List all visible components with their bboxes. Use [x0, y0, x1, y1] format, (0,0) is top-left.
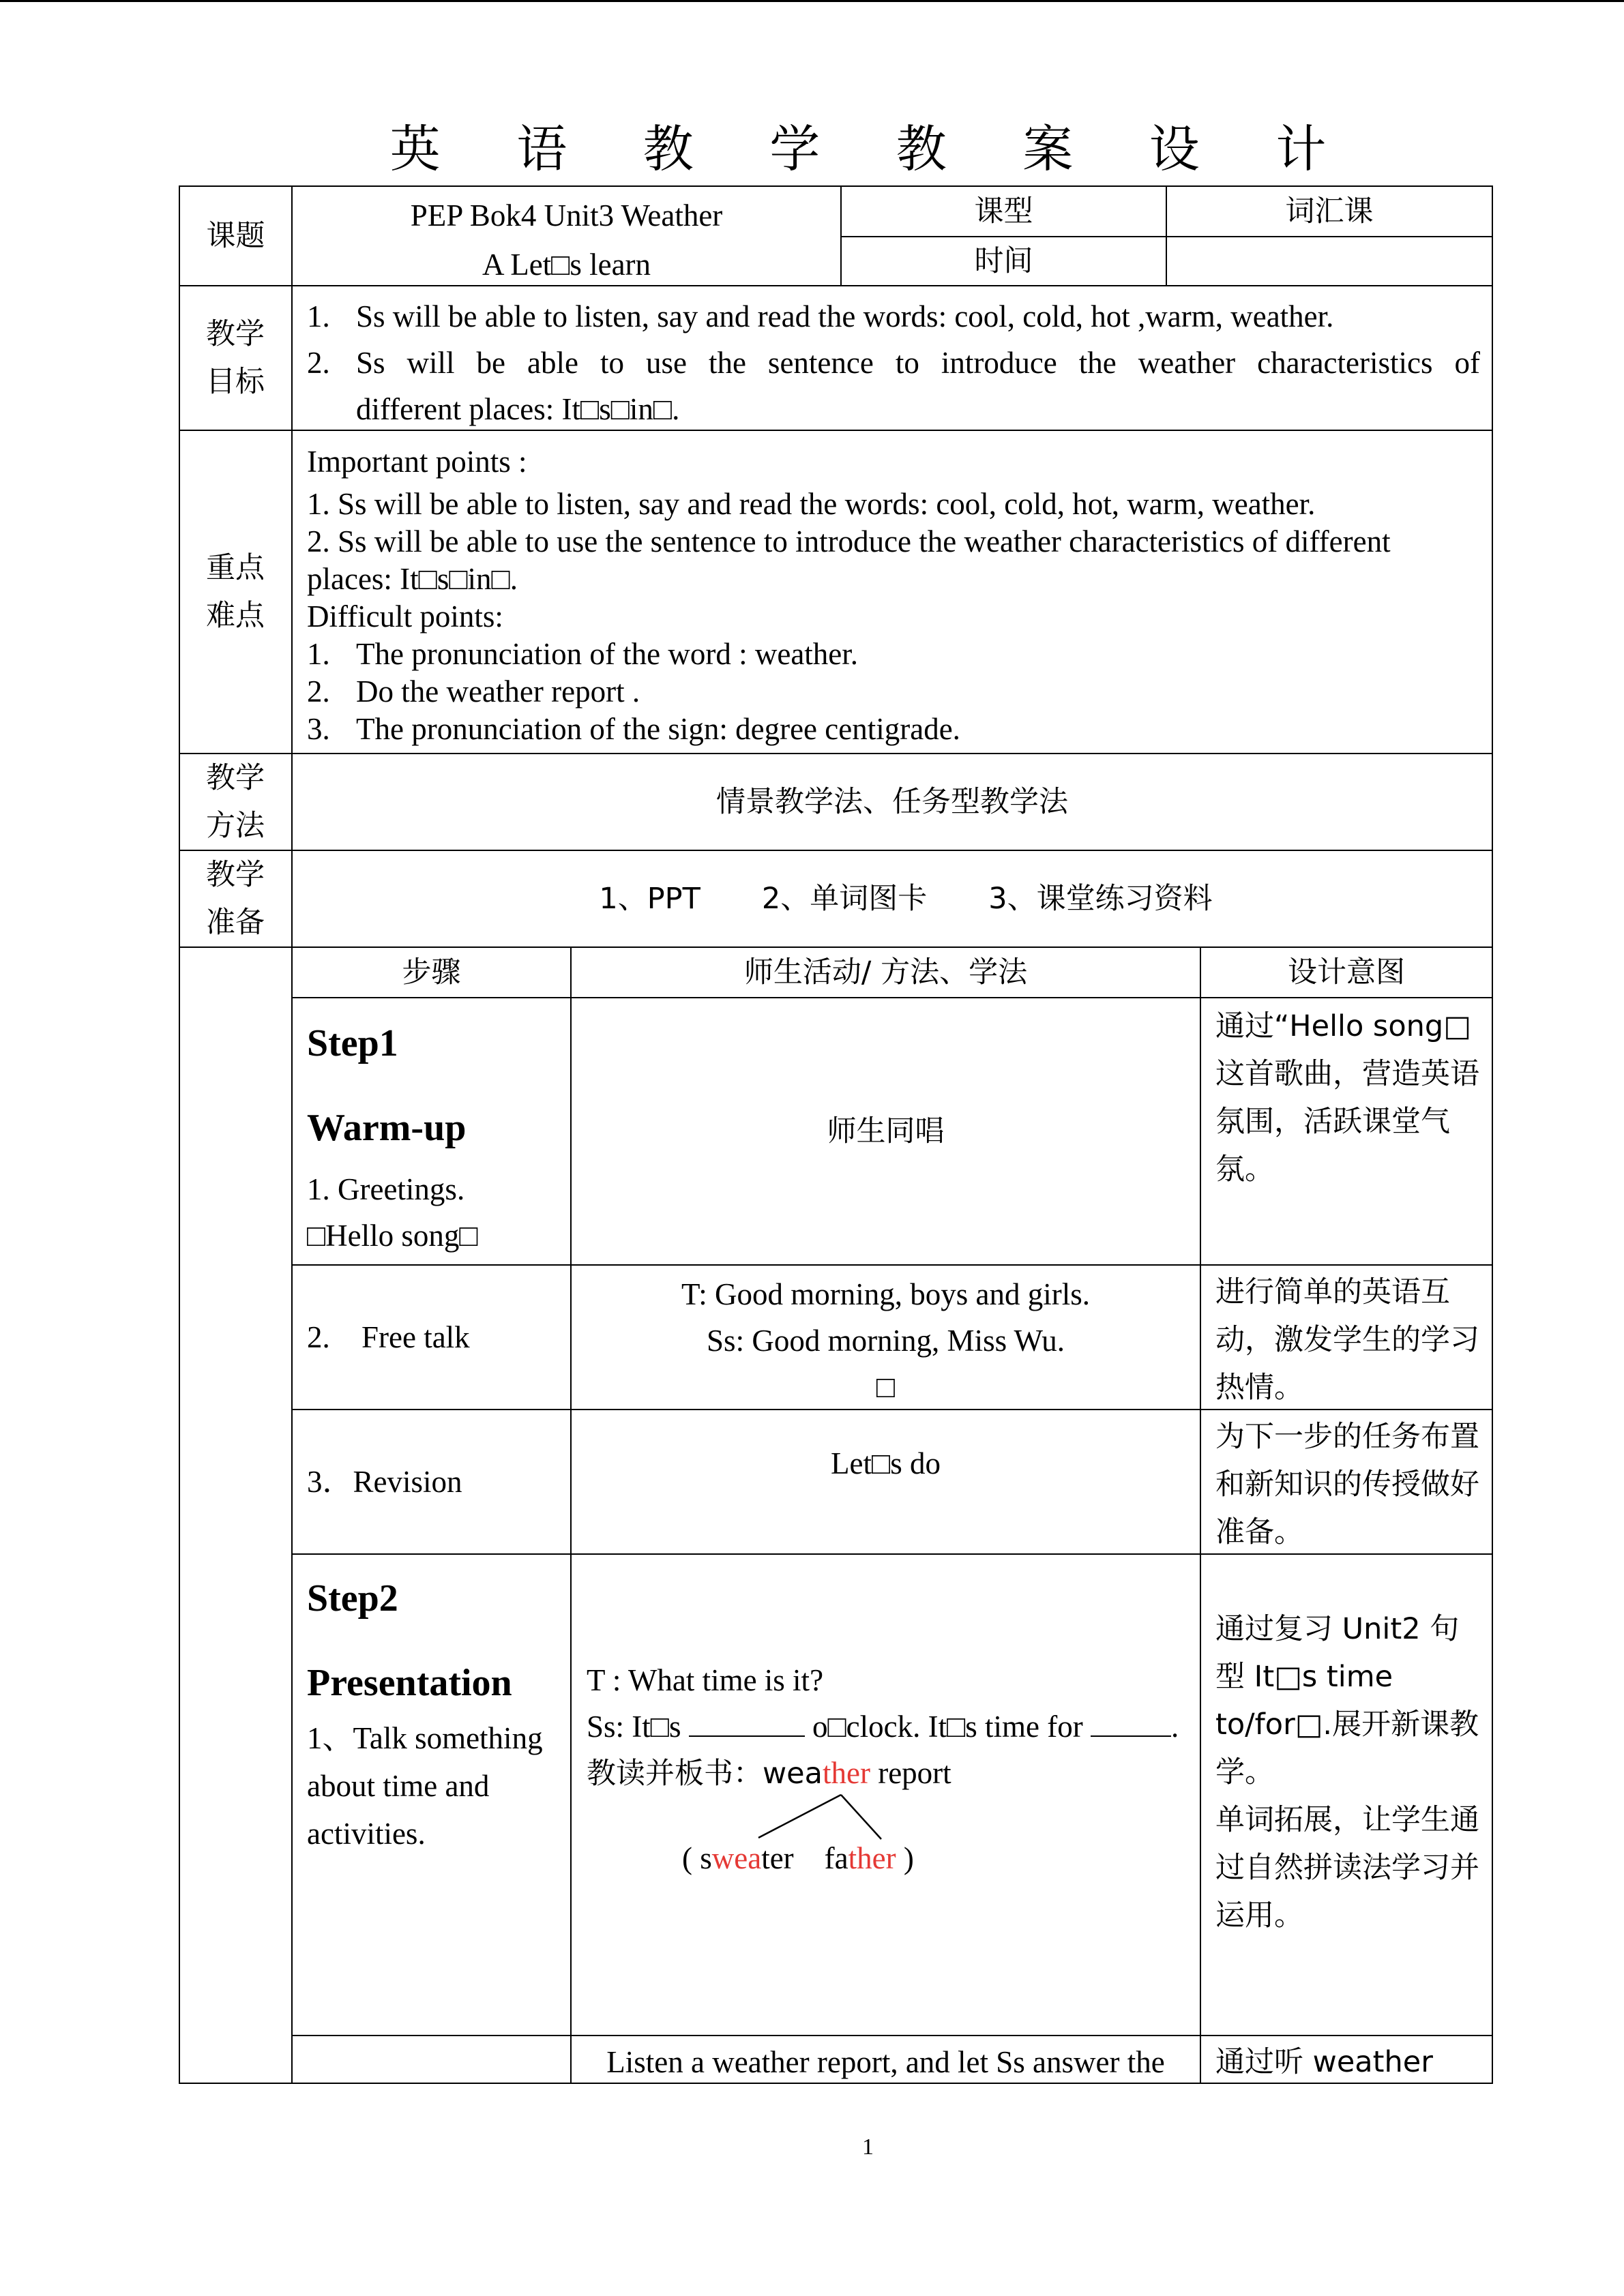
row4-intent-1: 通过复习 Unit2 句型 It□s time to/for□.展开新课教学。 — [1215, 1612, 1479, 1789]
keypoints-label: 重点难点 — [206, 551, 265, 633]
row4-answer-mid: o□clock. It□s time for — [812, 1710, 1083, 1744]
ex-red-2: ther — [848, 1841, 896, 1875]
important-line-2: 2. Ss will be able to use the sentence to introduce the weather characteristics of different — [307, 524, 1391, 558]
difficult-num-1: 1. — [307, 637, 330, 671]
objective-text-2a: Ss will be able to use the sentence to introduce the weather characteristics of — [356, 346, 1480, 380]
row5-step-cell — [291, 2035, 572, 2084]
objective-text-1: Ss will be able to listen, say and read the words: cool, cold, hot ,warm, weather. — [356, 299, 1334, 333]
row2-step-text: Free talk — [361, 1320, 470, 1354]
prep-item-3: 3、课堂练习资料 — [988, 882, 1213, 916]
row4-intent-2: 单词拓展，让学生通过自然拼读法学习并运用。 — [1215, 1803, 1479, 1933]
objective-num-1: 1. — [307, 299, 330, 333]
difficult-num-2: 2. — [307, 674, 330, 709]
header-intent: 设计意图 — [1288, 955, 1405, 989]
row5-activity: Listen a weather report, and let Ss answer the — [606, 2045, 1165, 2079]
important-line-3: places: It□s□in□. — [307, 562, 518, 596]
time-label: 时间 — [974, 244, 1033, 278]
difficult-title: Difficult points: — [307, 599, 503, 633]
row2-line-2: Ss: Good morning, Miss Wu. — [707, 1324, 1065, 1358]
page-number: 1 — [862, 2134, 874, 2160]
method-label: 教学方法 — [206, 761, 265, 843]
difficult-text-1: The pronunciation of the word : weather. — [356, 637, 859, 671]
step1-item-2: □Hello song□ — [307, 1219, 478, 1253]
row2-line-1: T: Good morning, boys and girls. — [681, 1277, 1090, 1311]
prep-label: 教学准备 — [206, 858, 265, 940]
step1-item-1: 1. Greetings. — [307, 1172, 465, 1206]
row4-question: T : What time is it? — [587, 1663, 824, 1697]
row4-answer-end: . — [1171, 1710, 1179, 1744]
topic-line-1: PEP Bok4 Unit3 Weather — [410, 198, 723, 233]
header-activity: 师生活动/ 方法、学法 — [743, 955, 1028, 989]
row3-activity: Let□s do — [831, 1446, 941, 1480]
row2-line-3: □ — [876, 1370, 896, 1404]
important-line-1: 1. Ss will be able to listen, say and read the words: cool, cold, hot, warm, weather. — [307, 487, 1316, 521]
row4-board-red: ther — [822, 1756, 870, 1790]
difficult-text-2: Do the weather report . — [356, 674, 640, 709]
step2-item: 1、Talk something about time and activities. — [307, 1721, 543, 1851]
row4-board-pre: 教读并板书：wea — [587, 1757, 823, 1791]
difficult-num-3: 3. — [307, 712, 330, 746]
row1-activity: 师生同唱 — [827, 1114, 945, 1148]
step1-subtitle: Warm-up — [307, 1107, 467, 1149]
step1-title: Step1 — [307, 1022, 398, 1064]
ex-close: ) — [896, 1841, 914, 1875]
objective-num-2: 2. — [307, 346, 330, 380]
step2-title: Step2 — [307, 1577, 398, 1620]
row2-intent: 进行简单的英语互动，激发学生的学习热情。 — [1215, 1275, 1479, 1405]
objective-text-2b: different places: It□s□in□. — [356, 392, 680, 426]
row4-answer-pre: Ss: It□s — [587, 1710, 681, 1744]
topic-line-2: A Let□s learn — [482, 248, 651, 282]
row4-intent — [1215, 1605, 1485, 1939]
row5-intent: 通过听 weather — [1215, 2045, 1433, 2079]
row1-intent: 通过“Hello song□这首歌曲，营造英语氛围，活跃课堂气氛。 — [1215, 1009, 1479, 1187]
type-value: 词汇课 — [1285, 194, 1374, 228]
type-label: 课型 — [974, 194, 1033, 228]
prep-item-2: 2、单词图卡 — [761, 882, 928, 916]
row4-board-post: report — [870, 1756, 951, 1790]
ex-mid: ter fa — [761, 1841, 848, 1875]
difficult-text-3: The pronunciation of the sign: degree centigrade. — [356, 712, 960, 746]
row3-step: 3．Revision — [307, 1465, 462, 1499]
method-value: 情景教学法、任务型教学法 — [716, 785, 1068, 819]
topic-label: 课题 — [206, 219, 265, 253]
row2-step-num: 2. — [307, 1320, 330, 1354]
document-title: 英 语 教 学 教 案 设 计 — [389, 120, 1357, 179]
row3-intent: 为下一步的任务布置和新知识的传授做好准备。 — [1215, 1420, 1479, 1549]
objectives-label: 教学目标 — [206, 317, 265, 399]
branch-line-left — [758, 1795, 841, 1838]
header-step: 步骤 — [402, 955, 461, 989]
branch-line-right — [841, 1795, 881, 1839]
ex-red-1: wea — [711, 1841, 762, 1875]
step2-subtitle: Presentation — [307, 1662, 512, 1704]
ex-open: ( s — [682, 1841, 712, 1875]
important-title: Important points : — [307, 445, 527, 479]
prep-item-1: 1、PPT — [599, 882, 700, 916]
